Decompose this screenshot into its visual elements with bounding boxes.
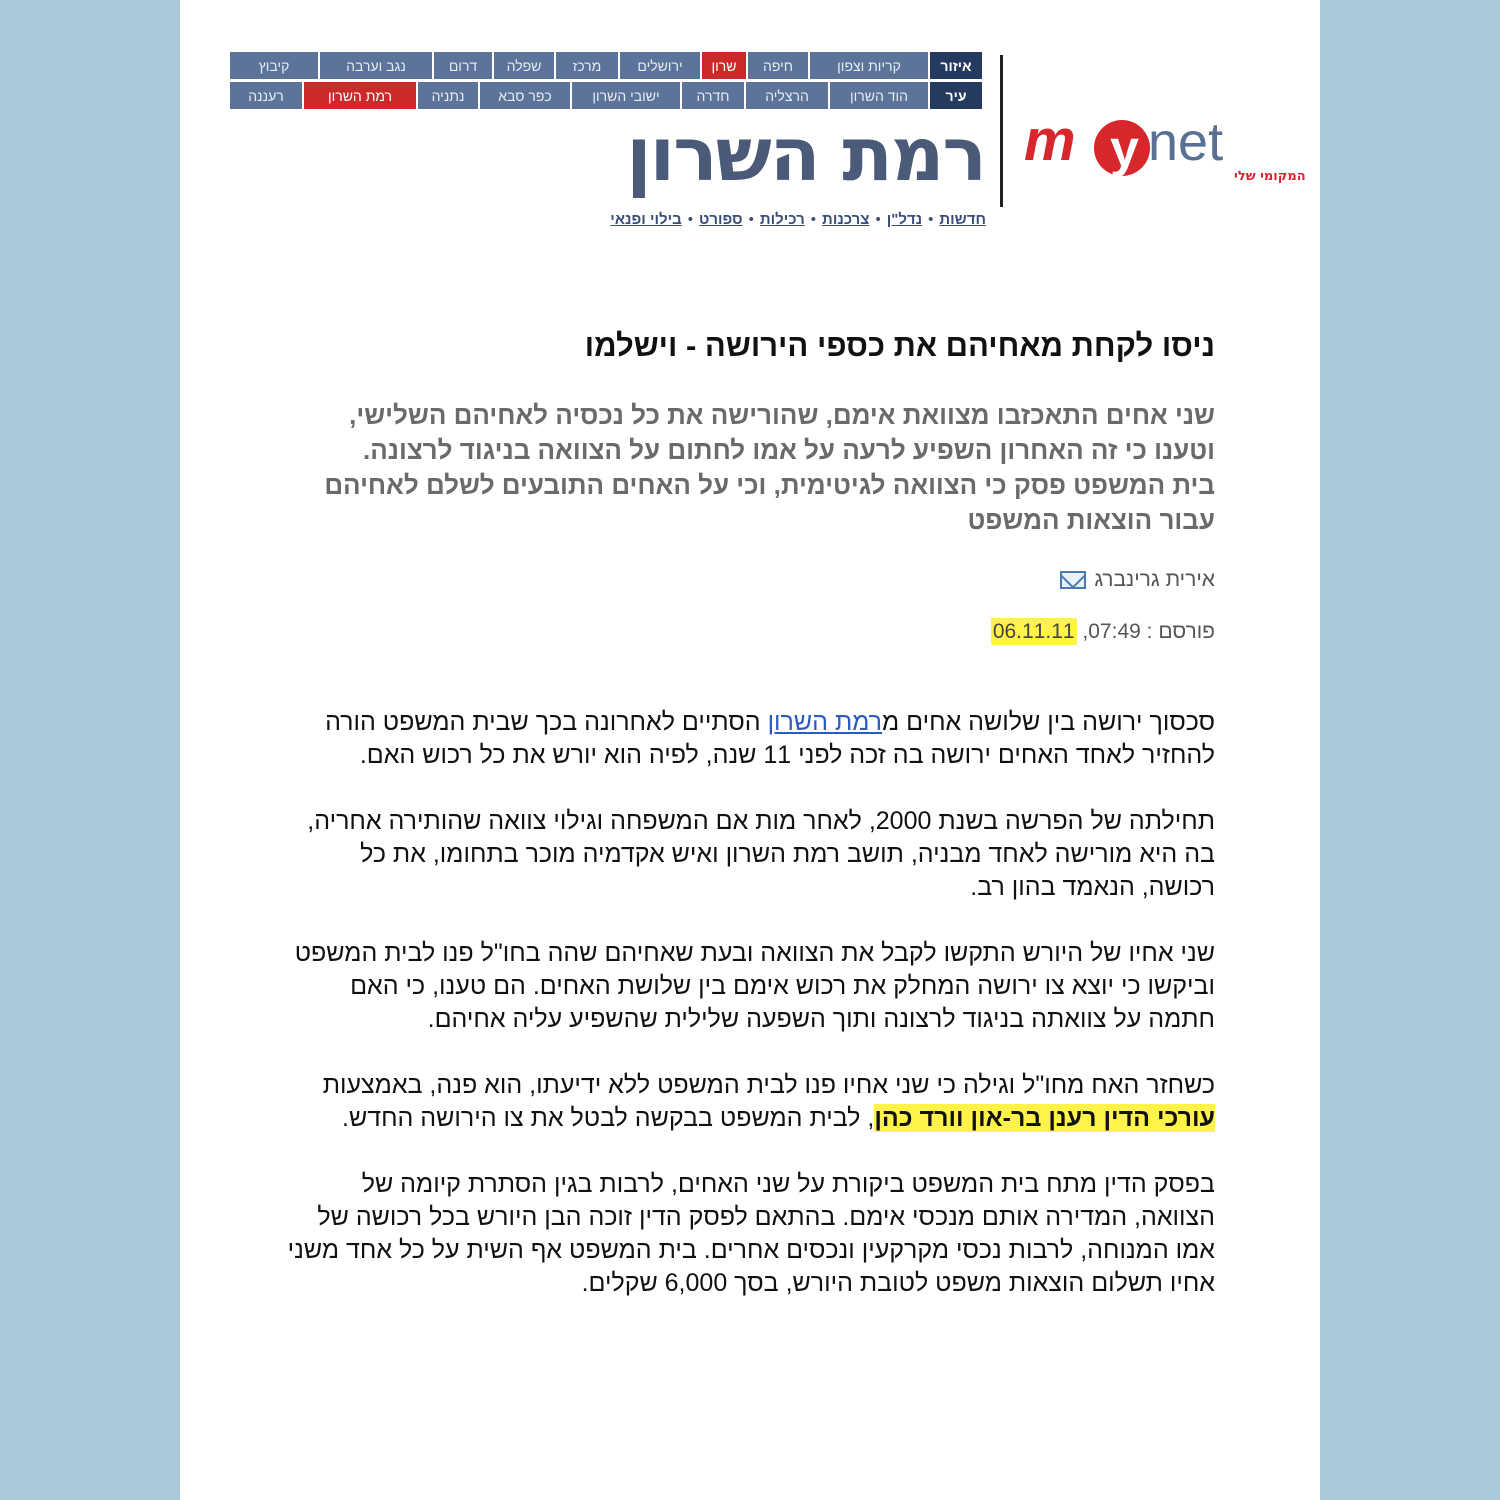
- logo-brand-net: net: [1148, 112, 1224, 172]
- nav-region-kibbutz[interactable]: קיבוץ: [230, 52, 318, 79]
- published-label: פורסם :: [1146, 620, 1215, 643]
- paragraph-text: סכסוך ירושה בין שלושה אחים מ: [882, 708, 1215, 736]
- article-headline: ניסו לקחת מאחיהם את כספי הירושה - וישלמו: [584, 328, 1215, 363]
- subnav-realestate[interactable]: נדל"ן: [886, 211, 923, 228]
- nav-city-hadera[interactable]: חדרה: [680, 82, 744, 109]
- nav-region-south[interactable]: דרום: [432, 52, 492, 79]
- article-author: [1060, 568, 1215, 592]
- mail-icon[interactable]: [1060, 571, 1086, 589]
- subnav-consumer[interactable]: צרכנות: [822, 211, 870, 228]
- masthead-title: רמת השרון: [626, 112, 985, 198]
- subnav-gossip[interactable]: רכילות: [759, 211, 805, 228]
- paragraph-text: הסתיים לאחרונה בכך שבית המשפט הורה להחזיר לאחד האחים ירושה בה זכה לפני 11 שנה, לפיה הוא יורש את כל רכוש האם.: [325, 708, 1215, 769]
- article-paragraph: [285, 706, 1215, 772]
- region-navigation: [230, 52, 982, 112]
- publish-info: [991, 620, 1215, 644]
- subnav-separator: •: [687, 211, 694, 228]
- published-comma: ,: [1076, 620, 1089, 643]
- paragraph-text: כשחזר האח מחו"ל וגילה כי שני אחיו פנו לבית המשפט ללא ידיעתו, הוא פנה, באמצעות: [322, 1071, 1215, 1099]
- article-body: [285, 706, 1215, 1333]
- header-divider: [1000, 55, 1003, 207]
- nav-city-herzliya[interactable]: הרצליה: [744, 82, 828, 109]
- nav-city-hod-hasharon[interactable]: הוד השרון: [828, 82, 928, 109]
- nav-city-kfar-saba[interactable]: כפר סבא: [478, 82, 570, 109]
- svg-text:m: m: [1024, 108, 1076, 173]
- subnav-separator: •: [810, 211, 817, 228]
- nav-region-haifa[interactable]: חיפה: [746, 52, 808, 79]
- nav-region-krayot[interactable]: קריות וצפון: [808, 52, 928, 79]
- nav-city-raanana[interactable]: רעננה: [230, 82, 302, 109]
- ramat-hasharon-link[interactable]: רמת השרון: [767, 708, 883, 736]
- article-paragraph: תחילתה של הפרשה בשנת 2000, לאחר מות אם המשפחה וגילוי צוואה שהותירה אחריה, בה היא מורישה לאחד מבניה, תושב רמת השרון ואיש אקדמיה מוכר בתחומו, את כל רכושה, הנאמד בהון רב.: [307, 807, 1215, 901]
- nav-city-yishuvei-hasharon[interactable]: ישובי השרון: [570, 82, 680, 109]
- nav-region-negev[interactable]: נגב וערבה: [318, 52, 432, 79]
- article-paragraph: בפסק הדין מתח בית המשפט ביקורת על שני האחים, לרבות בגין הסתרת קיומה של הצוואה, המדירה אותם מנכסי אימם. בהתאם לפסק הדין זוכה הבן היורש בכל רכושה של אמו המנוחה, לרבות נכסי מקרקעין ונכסים אחרים. בית המשפט אף השית על כל אחד משני אחיו תשלום הוצאות משפט לטובת היורש, בסך 6,000 שקלים.: [287, 1170, 1215, 1297]
- subnav-leisure[interactable]: בילוי ופנאי: [610, 211, 682, 228]
- highlighted-lawyers: עורכי הדין רענן בר-און וורד כהן: [874, 1104, 1215, 1132]
- nav-city-ramat-hasharon[interactable]: רמת השרון: [302, 82, 416, 109]
- section-navigation: [610, 211, 986, 228]
- subnav-separator: •: [748, 211, 754, 228]
- article-paragraph: [285, 1069, 1215, 1135]
- article-paragraph: שני אחיו של היורש התקשו לקבל את הצוואה ובעת שאחיהם שהה בחו"ל פנו לבית המשפט וביקשו כי יוצא צו ירושה המחלק את רכוש אימם בין שלושת האחים. הם טענו, כי האם חתמה על צוואתה בניגוד לרצונה ותוך השפעה שלילית שהשפיע עליה אחיהם.: [294, 939, 1215, 1033]
- city-label: עיר: [928, 82, 982, 109]
- nav-region-center[interactable]: מרכז: [554, 52, 618, 79]
- published-time: 07:49: [1088, 620, 1141, 643]
- nav-city-netanya[interactable]: נתניה: [416, 82, 478, 109]
- author-name[interactable]: אירית גרינברג: [1094, 568, 1215, 591]
- nav-region-shfela[interactable]: שפלה: [492, 52, 554, 79]
- paragraph-text: , לבית המשפט בבקשה לבטל את צו הירושה החדש.: [342, 1104, 875, 1132]
- mynet-logo[interactable]: [1022, 100, 1306, 190]
- nav-region-sharon[interactable]: שרון: [700, 52, 746, 79]
- region-row: [230, 52, 982, 79]
- nav-region-jerusalem[interactable]: ירושלים: [618, 52, 700, 79]
- logo-tagline: המקומי שלי: [1234, 169, 1306, 184]
- subnav-sport[interactable]: ספורט: [699, 211, 743, 228]
- region-label: איזור: [928, 52, 982, 79]
- subnav-separator: •: [928, 211, 934, 228]
- published-date: 06.11.11: [992, 620, 1075, 643]
- svg-text:y: y: [1110, 120, 1139, 178]
- city-row: [230, 82, 982, 109]
- subnav-separator: •: [875, 211, 881, 228]
- article-subtitle: שני אחים התאכזבו מצוואת אימם, שהורישה את כל נכסיה לאחיהם השלישי, וטענו כי זה האחרון השפיע לרעה על אמו לחתום על הצוואה בניגוד לרצונה. בית המשפט פסק כי הצוואה לגיטימית, וכי על האחים התובעים לשלם לאחיהם עבור הוצאות המשפט: [324, 400, 1215, 535]
- subnav-news[interactable]: חדשות: [939, 211, 986, 228]
